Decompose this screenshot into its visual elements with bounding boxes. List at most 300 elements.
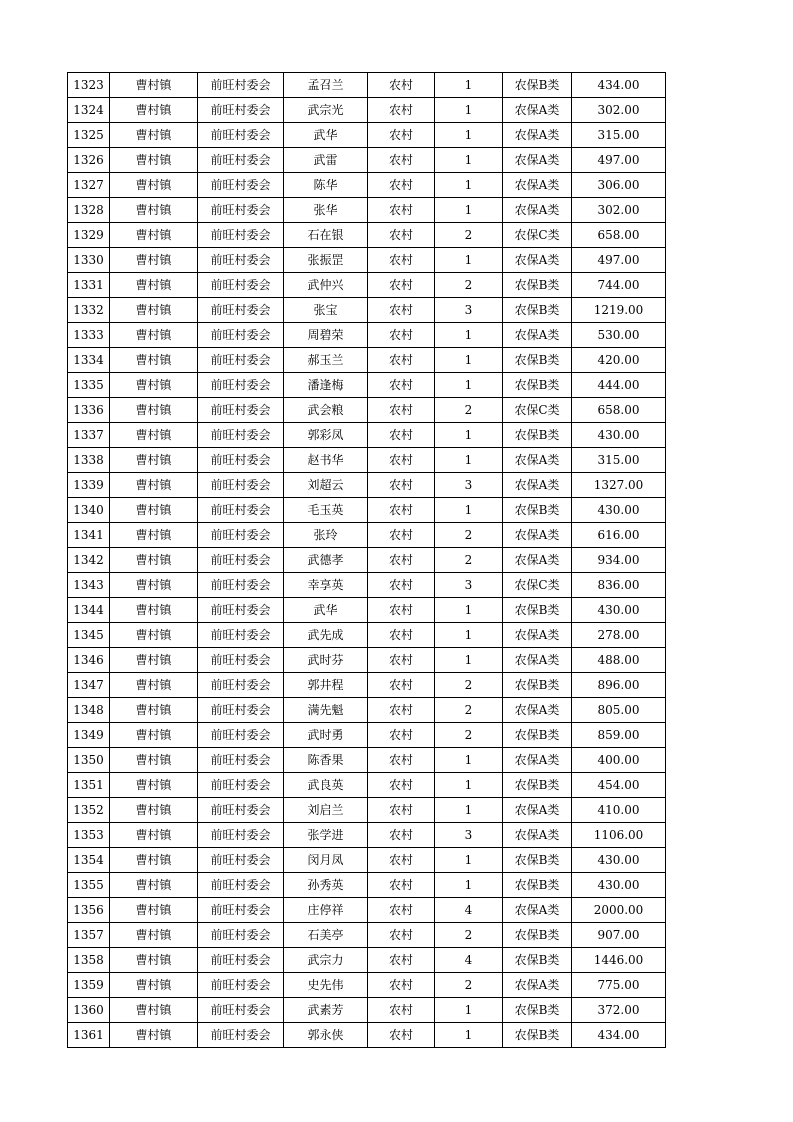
name-cell: 武会粮 (284, 398, 368, 423)
insurance-category-cell: 农保B类 (503, 848, 572, 873)
insurance-category-cell: 农保A类 (503, 173, 572, 198)
member-count-cell: 2 (435, 698, 503, 723)
town-cell: 曹村镇 (110, 698, 198, 723)
household-type-cell: 农村 (368, 123, 435, 148)
household-type-cell: 农村 (368, 648, 435, 673)
town-cell: 曹村镇 (110, 448, 198, 473)
table-row (68, 448, 666, 473)
table-row (68, 398, 666, 423)
town-cell: 曹村镇 (110, 648, 198, 673)
row-number-cell: 1324 (68, 98, 110, 123)
household-type-cell: 农村 (368, 748, 435, 773)
member-count-cell: 3 (435, 573, 503, 598)
insurance-category-cell: 农保A类 (503, 623, 572, 648)
row-number-cell: 1338 (68, 448, 110, 473)
member-count-cell: 1 (435, 248, 503, 273)
table-row (68, 423, 666, 448)
row-number-cell: 1361 (68, 1023, 110, 1048)
amount-cell: 430.00 (572, 423, 666, 448)
row-number-cell: 1334 (68, 348, 110, 373)
household-type-cell: 农村 (368, 723, 435, 748)
member-count-cell: 3 (435, 823, 503, 848)
town-cell: 曹村镇 (110, 573, 198, 598)
village-committee-cell: 前旺村委会 (198, 898, 284, 923)
village-committee-cell: 前旺村委会 (198, 573, 284, 598)
amount-cell: 497.00 (572, 248, 666, 273)
town-cell: 曹村镇 (110, 548, 198, 573)
village-committee-cell: 前旺村委会 (198, 923, 284, 948)
name-cell: 张振罡 (284, 248, 368, 273)
insurance-category-cell: 农保A类 (503, 548, 572, 573)
member-count-cell: 2 (435, 398, 503, 423)
household-type-cell: 农村 (368, 473, 435, 498)
village-committee-cell: 前旺村委会 (198, 423, 284, 448)
town-cell: 曹村镇 (110, 1023, 198, 1048)
village-committee-cell: 前旺村委会 (198, 723, 284, 748)
amount-cell: 420.00 (572, 348, 666, 373)
insurance-category-cell: 农保B类 (503, 998, 572, 1023)
name-cell: 武华 (284, 123, 368, 148)
village-committee-cell: 前旺村委会 (198, 798, 284, 823)
town-cell: 曹村镇 (110, 173, 198, 198)
table-row (68, 648, 666, 673)
insurance-category-cell: 农保B类 (503, 423, 572, 448)
name-cell: 孙秀英 (284, 873, 368, 898)
village-committee-cell: 前旺村委会 (198, 948, 284, 973)
village-committee-cell: 前旺村委会 (198, 873, 284, 898)
insurance-category-cell: 农保A类 (503, 973, 572, 998)
table-row (68, 348, 666, 373)
table-row (68, 498, 666, 523)
name-cell: 武仲兴 (284, 273, 368, 298)
row-number-cell: 1343 (68, 573, 110, 598)
member-count-cell: 1 (435, 448, 503, 473)
town-cell: 曹村镇 (110, 248, 198, 273)
row-number-cell: 1336 (68, 398, 110, 423)
amount-cell: 1327.00 (572, 473, 666, 498)
household-type-cell: 农村 (368, 573, 435, 598)
town-cell: 曹村镇 (110, 973, 198, 998)
amount-cell: 1219.00 (572, 298, 666, 323)
row-number-cell: 1323 (68, 73, 110, 98)
village-committee-cell: 前旺村委会 (198, 1023, 284, 1048)
household-type-cell: 农村 (368, 498, 435, 523)
member-count-cell: 2 (435, 548, 503, 573)
amount-cell: 934.00 (572, 548, 666, 573)
name-cell: 庄停祥 (284, 898, 368, 923)
insurance-category-cell: 农保B类 (503, 923, 572, 948)
row-number-cell: 1345 (68, 623, 110, 648)
village-committee-cell: 前旺村委会 (198, 173, 284, 198)
member-count-cell: 1 (435, 123, 503, 148)
amount-cell: 306.00 (572, 173, 666, 198)
row-number-cell: 1337 (68, 423, 110, 448)
amount-cell: 658.00 (572, 398, 666, 423)
amount-cell: 315.00 (572, 123, 666, 148)
insurance-category-cell: 农保C类 (503, 573, 572, 598)
table-row (68, 823, 666, 848)
household-type-cell: 农村 (368, 798, 435, 823)
town-cell: 曹村镇 (110, 598, 198, 623)
member-count-cell: 3 (435, 298, 503, 323)
village-committee-cell: 前旺村委会 (198, 673, 284, 698)
village-committee-cell: 前旺村委会 (198, 598, 284, 623)
row-number-cell: 1352 (68, 798, 110, 823)
row-number-cell: 1335 (68, 373, 110, 398)
town-cell: 曹村镇 (110, 148, 198, 173)
name-cell: 郝玉兰 (284, 348, 368, 373)
town-cell: 曹村镇 (110, 423, 198, 448)
village-committee-cell: 前旺村委会 (198, 73, 284, 98)
town-cell: 曹村镇 (110, 823, 198, 848)
member-count-cell: 1 (435, 198, 503, 223)
member-count-cell: 1 (435, 873, 503, 898)
member-count-cell: 1 (435, 998, 503, 1023)
town-cell: 曹村镇 (110, 873, 198, 898)
row-number-cell: 1358 (68, 948, 110, 973)
member-count-cell: 4 (435, 948, 503, 973)
household-type-cell: 农村 (368, 298, 435, 323)
insurance-category-cell: 农保B类 (503, 773, 572, 798)
village-committee-cell: 前旺村委会 (198, 148, 284, 173)
row-number-cell: 1347 (68, 673, 110, 698)
table-row (68, 748, 666, 773)
member-count-cell: 1 (435, 73, 503, 98)
member-count-cell: 1 (435, 423, 503, 448)
row-number-cell: 1354 (68, 848, 110, 873)
table-row (68, 198, 666, 223)
household-type-cell: 农村 (368, 148, 435, 173)
village-committee-cell: 前旺村委会 (198, 773, 284, 798)
household-type-cell: 农村 (368, 973, 435, 998)
insurance-category-cell: 农保B类 (503, 498, 572, 523)
row-number-cell: 1344 (68, 598, 110, 623)
amount-cell: 896.00 (572, 673, 666, 698)
insurance-category-cell: 农保B类 (503, 373, 572, 398)
row-number-cell: 1349 (68, 723, 110, 748)
name-cell: 毛玉英 (284, 498, 368, 523)
town-cell: 曹村镇 (110, 373, 198, 398)
insurance-category-cell: 农保A类 (503, 648, 572, 673)
member-count-cell: 1 (435, 348, 503, 373)
amount-cell: 430.00 (572, 598, 666, 623)
household-type-cell: 农村 (368, 373, 435, 398)
row-number-cell: 1326 (68, 148, 110, 173)
village-committee-cell: 前旺村委会 (198, 98, 284, 123)
town-cell: 曹村镇 (110, 123, 198, 148)
table-row (68, 373, 666, 398)
name-cell: 武素芳 (284, 998, 368, 1023)
insurance-category-cell: 农保A类 (503, 523, 572, 548)
amount-cell: 1446.00 (572, 948, 666, 973)
table-row (68, 523, 666, 548)
household-type-cell: 农村 (368, 98, 435, 123)
benefit-roster-table (67, 72, 666, 1048)
member-count-cell: 1 (435, 598, 503, 623)
table-row (68, 998, 666, 1023)
amount-cell: 410.00 (572, 798, 666, 823)
row-number-cell: 1348 (68, 698, 110, 723)
member-count-cell: 1 (435, 648, 503, 673)
insurance-category-cell: 农保B类 (503, 873, 572, 898)
insurance-category-cell: 农保A类 (503, 248, 572, 273)
amount-cell: 2000.00 (572, 898, 666, 923)
amount-cell: 805.00 (572, 698, 666, 723)
name-cell: 郭井程 (284, 673, 368, 698)
household-type-cell: 农村 (368, 548, 435, 573)
table-row (68, 723, 666, 748)
amount-cell: 497.00 (572, 148, 666, 173)
name-cell: 武华 (284, 598, 368, 623)
amount-cell: 744.00 (572, 273, 666, 298)
table-row (68, 173, 666, 198)
row-number-cell: 1356 (68, 898, 110, 923)
name-cell: 武雷 (284, 148, 368, 173)
name-cell: 满先魁 (284, 698, 368, 723)
village-committee-cell: 前旺村委会 (198, 998, 284, 1023)
insurance-category-cell: 农保A类 (503, 698, 572, 723)
amount-cell: 836.00 (572, 573, 666, 598)
household-type-cell: 农村 (368, 73, 435, 98)
town-cell: 曹村镇 (110, 323, 198, 348)
insurance-category-cell: 农保B类 (503, 73, 572, 98)
table-row (68, 123, 666, 148)
household-type-cell: 农村 (368, 323, 435, 348)
member-count-cell: 1 (435, 498, 503, 523)
insurance-category-cell: 农保B类 (503, 1023, 572, 1048)
village-committee-cell: 前旺村委会 (198, 123, 284, 148)
member-count-cell: 1 (435, 148, 503, 173)
member-count-cell: 1 (435, 373, 503, 398)
insurance-category-cell: 农保B类 (503, 598, 572, 623)
table-row (68, 148, 666, 173)
household-type-cell: 农村 (368, 173, 435, 198)
member-count-cell: 1 (435, 98, 503, 123)
town-cell: 曹村镇 (110, 473, 198, 498)
household-type-cell: 农村 (368, 698, 435, 723)
town-cell: 曹村镇 (110, 348, 198, 373)
village-committee-cell: 前旺村委会 (198, 498, 284, 523)
amount-cell: 907.00 (572, 923, 666, 948)
household-type-cell: 农村 (368, 348, 435, 373)
insurance-category-cell: 农保A类 (503, 148, 572, 173)
name-cell: 郭彩凤 (284, 423, 368, 448)
amount-cell: 434.00 (572, 73, 666, 98)
table-row (68, 548, 666, 573)
row-number-cell: 1330 (68, 248, 110, 273)
name-cell: 武先成 (284, 623, 368, 648)
household-type-cell: 农村 (368, 998, 435, 1023)
name-cell: 武时勇 (284, 723, 368, 748)
name-cell: 武宗力 (284, 948, 368, 973)
row-number-cell: 1339 (68, 473, 110, 498)
village-committee-cell: 前旺村委会 (198, 273, 284, 298)
amount-cell: 315.00 (572, 448, 666, 473)
row-number-cell: 1350 (68, 748, 110, 773)
town-cell: 曹村镇 (110, 798, 198, 823)
table-row (68, 923, 666, 948)
table-row (68, 848, 666, 873)
name-cell: 张学进 (284, 823, 368, 848)
name-cell: 周碧荣 (284, 323, 368, 348)
household-type-cell: 农村 (368, 398, 435, 423)
insurance-category-cell: 农保A类 (503, 448, 572, 473)
town-cell: 曹村镇 (110, 523, 198, 548)
amount-cell: 400.00 (572, 748, 666, 773)
table-row (68, 948, 666, 973)
village-committee-cell: 前旺村委会 (198, 698, 284, 723)
table-row (68, 898, 666, 923)
amount-cell: 454.00 (572, 773, 666, 798)
member-count-cell: 3 (435, 473, 503, 498)
insurance-category-cell: 农保A类 (503, 898, 572, 923)
amount-cell: 616.00 (572, 523, 666, 548)
name-cell: 武良英 (284, 773, 368, 798)
village-committee-cell: 前旺村委会 (198, 848, 284, 873)
town-cell: 曹村镇 (110, 298, 198, 323)
member-count-cell: 1 (435, 848, 503, 873)
amount-cell: 859.00 (572, 723, 666, 748)
member-count-cell: 2 (435, 973, 503, 998)
insurance-category-cell: 农保B类 (503, 348, 572, 373)
name-cell: 石在银 (284, 223, 368, 248)
name-cell: 张宝 (284, 298, 368, 323)
town-cell: 曹村镇 (110, 398, 198, 423)
member-count-cell: 2 (435, 273, 503, 298)
village-committee-cell: 前旺村委会 (198, 448, 284, 473)
name-cell: 幸享英 (284, 573, 368, 598)
name-cell: 武德孝 (284, 548, 368, 573)
name-cell: 武宗光 (284, 98, 368, 123)
row-number-cell: 1341 (68, 523, 110, 548)
member-count-cell: 1 (435, 323, 503, 348)
village-committee-cell: 前旺村委会 (198, 748, 284, 773)
member-count-cell: 1 (435, 748, 503, 773)
row-number-cell: 1331 (68, 273, 110, 298)
village-committee-cell: 前旺村委会 (198, 523, 284, 548)
household-type-cell: 农村 (368, 248, 435, 273)
table-row (68, 873, 666, 898)
table-row (68, 473, 666, 498)
amount-cell: 434.00 (572, 1023, 666, 1048)
table-row (68, 298, 666, 323)
town-cell: 曹村镇 (110, 223, 198, 248)
table-row (68, 73, 666, 98)
household-type-cell: 农村 (368, 623, 435, 648)
village-committee-cell: 前旺村委会 (198, 548, 284, 573)
household-type-cell: 农村 (368, 598, 435, 623)
table-row (68, 273, 666, 298)
village-committee-cell: 前旺村委会 (198, 648, 284, 673)
member-count-cell: 1 (435, 1023, 503, 1048)
insurance-category-cell: 农保A类 (503, 823, 572, 848)
row-number-cell: 1325 (68, 123, 110, 148)
name-cell: 武时芬 (284, 648, 368, 673)
name-cell: 赵书华 (284, 448, 368, 473)
town-cell: 曹村镇 (110, 73, 198, 98)
town-cell: 曹村镇 (110, 273, 198, 298)
member-count-cell: 2 (435, 673, 503, 698)
insurance-category-cell: 农保A类 (503, 748, 572, 773)
insurance-category-cell: 农保A类 (503, 473, 572, 498)
name-cell: 孟召兰 (284, 73, 368, 98)
town-cell: 曹村镇 (110, 948, 198, 973)
name-cell: 陈香果 (284, 748, 368, 773)
table-row (68, 573, 666, 598)
town-cell: 曹村镇 (110, 773, 198, 798)
village-committee-cell: 前旺村委会 (198, 473, 284, 498)
member-count-cell: 1 (435, 623, 503, 648)
member-count-cell: 2 (435, 223, 503, 248)
row-number-cell: 1351 (68, 773, 110, 798)
amount-cell: 278.00 (572, 623, 666, 648)
insurance-category-cell: 农保B类 (503, 298, 572, 323)
insurance-category-cell: 农保B类 (503, 673, 572, 698)
town-cell: 曹村镇 (110, 748, 198, 773)
name-cell: 郭永侠 (284, 1023, 368, 1048)
table-row (68, 798, 666, 823)
insurance-category-cell: 农保A类 (503, 323, 572, 348)
insurance-category-cell: 农保B类 (503, 273, 572, 298)
village-committee-cell: 前旺村委会 (198, 973, 284, 998)
amount-cell: 302.00 (572, 198, 666, 223)
village-committee-cell: 前旺村委会 (198, 323, 284, 348)
amount-cell: 372.00 (572, 998, 666, 1023)
table-body (68, 73, 666, 1048)
table-row (68, 248, 666, 273)
amount-cell: 530.00 (572, 323, 666, 348)
amount-cell: 775.00 (572, 973, 666, 998)
amount-cell: 430.00 (572, 848, 666, 873)
member-count-cell: 2 (435, 723, 503, 748)
table-row (68, 773, 666, 798)
name-cell: 潘逢梅 (284, 373, 368, 398)
table-row (68, 323, 666, 348)
row-number-cell: 1340 (68, 498, 110, 523)
insurance-category-cell: 农保C类 (503, 398, 572, 423)
table-row (68, 623, 666, 648)
member-count-cell: 1 (435, 798, 503, 823)
amount-cell: 1106.00 (572, 823, 666, 848)
member-count-cell: 2 (435, 923, 503, 948)
household-type-cell: 农村 (368, 448, 435, 473)
table-row (68, 973, 666, 998)
village-committee-cell: 前旺村委会 (198, 298, 284, 323)
household-type-cell: 农村 (368, 923, 435, 948)
town-cell: 曹村镇 (110, 498, 198, 523)
member-count-cell: 2 (435, 523, 503, 548)
town-cell: 曹村镇 (110, 848, 198, 873)
name-cell: 张华 (284, 198, 368, 223)
household-type-cell: 农村 (368, 848, 435, 873)
amount-cell: 488.00 (572, 648, 666, 673)
village-committee-cell: 前旺村委会 (198, 248, 284, 273)
table-row (68, 673, 666, 698)
village-committee-cell: 前旺村委会 (198, 398, 284, 423)
row-number-cell: 1360 (68, 998, 110, 1023)
name-cell: 陈华 (284, 173, 368, 198)
row-number-cell: 1329 (68, 223, 110, 248)
village-committee-cell: 前旺村委会 (198, 198, 284, 223)
row-number-cell: 1357 (68, 923, 110, 948)
village-committee-cell: 前旺村委会 (198, 223, 284, 248)
household-type-cell: 农村 (368, 1023, 435, 1048)
name-cell: 张玲 (284, 523, 368, 548)
row-number-cell: 1342 (68, 548, 110, 573)
amount-cell: 430.00 (572, 873, 666, 898)
town-cell: 曹村镇 (110, 923, 198, 948)
household-type-cell: 农村 (368, 898, 435, 923)
